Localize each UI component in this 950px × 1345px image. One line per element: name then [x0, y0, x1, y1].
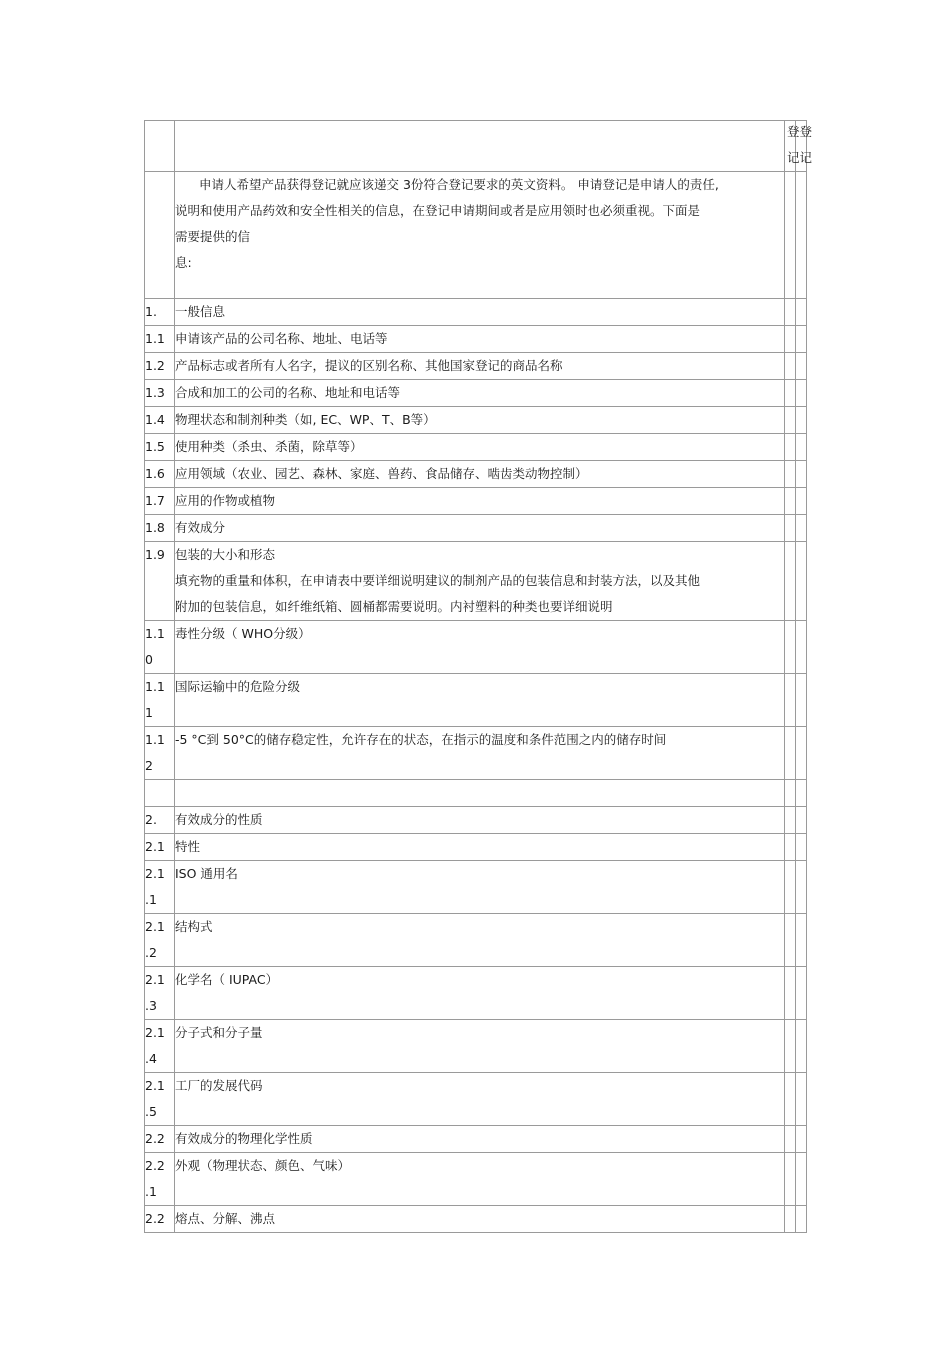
- item-number-cell: [145, 621, 175, 674]
- item-text: 熔点、分解、沸点: [175, 1211, 276, 1226]
- item-number: 2.2: [145, 1211, 165, 1226]
- item-number: .4: [145, 1051, 157, 1066]
- table-row: [145, 621, 807, 674]
- item-number: 2.1: [145, 1078, 165, 1093]
- registration-cell-b: [796, 1206, 807, 1233]
- item-text: 应用的作物或植物: [175, 493, 276, 508]
- item-number: 2.: [145, 812, 157, 827]
- registration-cell-b: [796, 780, 807, 807]
- item-text: 工厂的发展代码: [175, 1078, 263, 1093]
- item-number-cell: [145, 1153, 175, 1206]
- item-number: 1.1: [145, 331, 165, 346]
- item-number: .3: [145, 998, 157, 1013]
- item-content-cell: [175, 914, 785, 967]
- table-row: [145, 542, 807, 621]
- table-row: [145, 807, 807, 834]
- item-number-cell: [145, 380, 175, 407]
- item-number-cell: [145, 834, 175, 861]
- item-number-cell: [145, 1206, 175, 1233]
- item-content-cell: [175, 1073, 785, 1126]
- registration-cell-a: [785, 1153, 796, 1206]
- registration-cell-a: [785, 461, 796, 488]
- header-row: [145, 121, 807, 172]
- table-row: [145, 780, 807, 807]
- table-row: [145, 674, 807, 727]
- registration-cell-b: [796, 434, 807, 461]
- item-content-cell: [175, 488, 785, 515]
- item-text: 有效成分的性质: [175, 812, 263, 827]
- registration-cell-a: [785, 914, 796, 967]
- item-content-cell: [175, 1126, 785, 1153]
- item-content-cell: [175, 407, 785, 434]
- item-content-cell: [175, 967, 785, 1020]
- item-text: 毒性分级（ WHO分级）: [175, 626, 311, 641]
- column-label-2: 记记: [787, 150, 813, 165]
- registration-cell-b: [796, 834, 807, 861]
- column-label-1: 登登: [787, 124, 813, 139]
- item-number: 2.1: [145, 919, 165, 934]
- item-number-cell: [145, 326, 175, 353]
- registration-cell-a: [785, 407, 796, 434]
- registration-cell-a: [785, 299, 796, 326]
- registration-column-header: [785, 121, 813, 172]
- registration-cell-a: [785, 1073, 796, 1126]
- registration-cell-b: [796, 353, 807, 380]
- registration-cell-a: [785, 1126, 796, 1153]
- item-number: .5: [145, 1104, 157, 1119]
- item-number-cell: [145, 488, 175, 515]
- item-text: 有效成分的物理化学性质: [175, 1131, 313, 1146]
- item-content-cell: [175, 780, 785, 807]
- item-content-cell: [175, 621, 785, 674]
- item-text: 产品标志或者所有人名字，提议的区别名称、其他国家登记的商品名称: [175, 358, 563, 373]
- item-number-cell: [145, 434, 175, 461]
- registration-cell-b: [796, 1153, 807, 1206]
- item-text: 物理状态和制剂种类（如, EC、WP、T、B等）: [175, 412, 436, 427]
- item-number-cell: [145, 542, 175, 621]
- table-row: [145, 1020, 807, 1073]
- table-row: [145, 914, 807, 967]
- item-number: 1.1: [145, 626, 165, 641]
- item-number-cell: [145, 674, 175, 727]
- table-row: [145, 353, 807, 380]
- table-row: [145, 434, 807, 461]
- item-text: 申请该产品的公司名称、地址、电话等: [175, 331, 388, 346]
- registration-cell-b: [796, 967, 807, 1020]
- registration-cell-b: [796, 674, 807, 727]
- item-content-cell: [175, 861, 785, 914]
- registration-cell-a: [785, 807, 796, 834]
- item-text: 附加的包装信息，如纤维纸箱、圆桶都需要说明。内衬塑料的种类也要详细说明: [175, 599, 613, 614]
- header-content-cell: [175, 121, 785, 172]
- item-content-cell: [175, 1020, 785, 1073]
- item-number: 0: [145, 652, 153, 667]
- item-number-cell: [145, 967, 175, 1020]
- item-content-cell: [175, 674, 785, 727]
- registration-cell-b: [796, 326, 807, 353]
- item-text: -5 °C到 50°C的储存稳定性，允许存在的状态，在指示的温度和条件范围之内的储存时间: [175, 732, 667, 747]
- registration-cell-a: [785, 674, 796, 727]
- registration-cell-a: [785, 326, 796, 353]
- registration-cell-a: [785, 834, 796, 861]
- item-number: .1: [145, 1184, 157, 1199]
- item-content-cell: [175, 1206, 785, 1233]
- item-content-cell: [175, 834, 785, 861]
- item-number: 1: [145, 705, 153, 720]
- registration-cell-a: [785, 1020, 796, 1073]
- registration-cell-b: [796, 727, 807, 780]
- registration-cell-b: [796, 1020, 807, 1073]
- item-number: 2.1: [145, 1025, 165, 1040]
- item-text: 有效成分: [175, 520, 226, 535]
- item-text: 结构式: [175, 919, 213, 934]
- table-row: [145, 727, 807, 780]
- registration-cell-a: [785, 967, 796, 1020]
- registration-cell-b: [796, 914, 807, 967]
- item-content-cell: [175, 434, 785, 461]
- registration-cell-a: [785, 727, 796, 780]
- intro-line: 需要提供的信: [175, 229, 251, 244]
- registration-cell-a: [785, 1206, 796, 1233]
- item-text: 一般信息: [175, 304, 226, 319]
- intro-cell-b: [796, 172, 807, 299]
- registration-cell-a: [785, 780, 796, 807]
- item-text: 国际运输中的危险分级: [175, 679, 301, 694]
- table-row: [145, 1206, 807, 1233]
- table-row: [145, 380, 807, 407]
- item-number: 1.7: [145, 493, 165, 508]
- table-row: [145, 861, 807, 914]
- item-number-cell: [145, 914, 175, 967]
- registration-cell-b: [796, 1073, 807, 1126]
- item-number: 1.: [145, 304, 157, 319]
- item-number-cell: [145, 807, 175, 834]
- item-number-cell: [145, 780, 175, 807]
- item-text: 应用领域（农业、园艺、森林、家庭、兽药、食品储存、啮齿类动物控制）: [175, 466, 588, 481]
- item-number-cell: [145, 515, 175, 542]
- registration-cell-b: [796, 515, 807, 542]
- table-row: [145, 407, 807, 434]
- item-content-cell: [175, 461, 785, 488]
- intro-row: [145, 172, 807, 299]
- item-content-cell: [175, 727, 785, 780]
- registration-cell-a: [785, 515, 796, 542]
- registration-cell-b: [796, 380, 807, 407]
- intro-line: 申请人希望产品获得登记就应该递交 3份符合登记要求的英文资料。 申请登记是申请人的责任,: [199, 177, 719, 192]
- item-text: 分子式和分子量: [175, 1025, 263, 1040]
- registration-cell-b: [796, 861, 807, 914]
- item-text: 合成和加工的公司的名称、地址和电话等: [175, 385, 401, 400]
- table-row: [145, 1126, 807, 1153]
- item-content-cell: [175, 542, 785, 621]
- intro-num-cell: [145, 172, 175, 299]
- table-row: [145, 515, 807, 542]
- item-number: 1.5: [145, 439, 165, 454]
- table-row: [145, 461, 807, 488]
- item-number: .1: [145, 892, 157, 907]
- item-number-cell: [145, 461, 175, 488]
- item-number: 2: [145, 758, 153, 773]
- registration-cell-b: [796, 488, 807, 515]
- item-number: 1.2: [145, 358, 165, 373]
- item-text: ISO 通用名: [175, 866, 238, 881]
- intro-paragraph: [175, 172, 785, 299]
- item-text: 填充物的重量和体积，在申请表中要详细说明建议的制剂产品的包装信息和封装方法，以及其他: [175, 573, 701, 588]
- registration-cell-b: [796, 542, 807, 621]
- item-content-cell: [175, 515, 785, 542]
- item-number: 1.6: [145, 466, 165, 481]
- registration-cell-a: [785, 542, 796, 621]
- table-row: [145, 834, 807, 861]
- item-number: 2.1: [145, 839, 165, 854]
- item-text: 特性: [175, 839, 201, 854]
- item-number: 2.1: [145, 972, 165, 987]
- item-content-cell: [175, 299, 785, 326]
- item-text: 化学名（ IUPAC）: [175, 972, 279, 987]
- item-number-cell: [145, 1073, 175, 1126]
- item-number: 2.2: [145, 1158, 165, 1173]
- item-number: .2: [145, 945, 157, 960]
- item-number-cell: [145, 299, 175, 326]
- registration-cell-b: [796, 1126, 807, 1153]
- item-text: 包装的大小和形态: [175, 547, 276, 562]
- table-row: [145, 1153, 807, 1206]
- item-content-cell: [175, 1153, 785, 1206]
- item-number: 2.2: [145, 1131, 165, 1146]
- registration-requirements-table: [144, 120, 813, 1233]
- item-number: 1.1: [145, 732, 165, 747]
- item-content-cell: [175, 326, 785, 353]
- item-number-cell: [145, 1020, 175, 1073]
- item-number-cell: [145, 1126, 175, 1153]
- intro-line: 息:: [175, 255, 192, 270]
- header-num-cell: [145, 121, 175, 172]
- item-number-cell: [145, 407, 175, 434]
- item-number-cell: [145, 353, 175, 380]
- registration-cell-a: [785, 488, 796, 515]
- item-text: 外观（物理状态、颜色、气味）: [175, 1158, 351, 1173]
- table-row: [145, 299, 807, 326]
- table-row: [145, 1073, 807, 1126]
- registration-cell-a: [785, 861, 796, 914]
- item-content-cell: [175, 353, 785, 380]
- table-row: [145, 967, 807, 1020]
- item-number: 1.3: [145, 385, 165, 400]
- table-row: [145, 326, 807, 353]
- item-content-cell: [175, 380, 785, 407]
- item-number: 1.9: [145, 547, 165, 562]
- registration-cell-b: [796, 621, 807, 674]
- registration-cell-b: [796, 407, 807, 434]
- item-number-cell: [145, 727, 175, 780]
- item-number: 1.8: [145, 520, 165, 535]
- registration-cell-b: [796, 299, 807, 326]
- item-number: 2.1: [145, 866, 165, 881]
- registration-cell-a: [785, 621, 796, 674]
- registration-cell-a: [785, 434, 796, 461]
- item-content-cell: [175, 807, 785, 834]
- item-number: 1.4: [145, 412, 165, 427]
- intro-cell-a: [785, 172, 796, 299]
- item-number-cell: [145, 861, 175, 914]
- registration-cell-a: [785, 353, 796, 380]
- registration-cell-b: [796, 807, 807, 834]
- item-text: 使用种类（杀虫、杀菌，除草等）: [175, 439, 363, 454]
- item-number: 1.1: [145, 679, 165, 694]
- table-row: [145, 488, 807, 515]
- registration-cell-b: [796, 461, 807, 488]
- intro-line: 说明和使用产品药效和安全性相关的信息，在登记申请期间或者是应用领时也必须重视。下面是: [175, 203, 701, 218]
- registration-cell-a: [785, 380, 796, 407]
